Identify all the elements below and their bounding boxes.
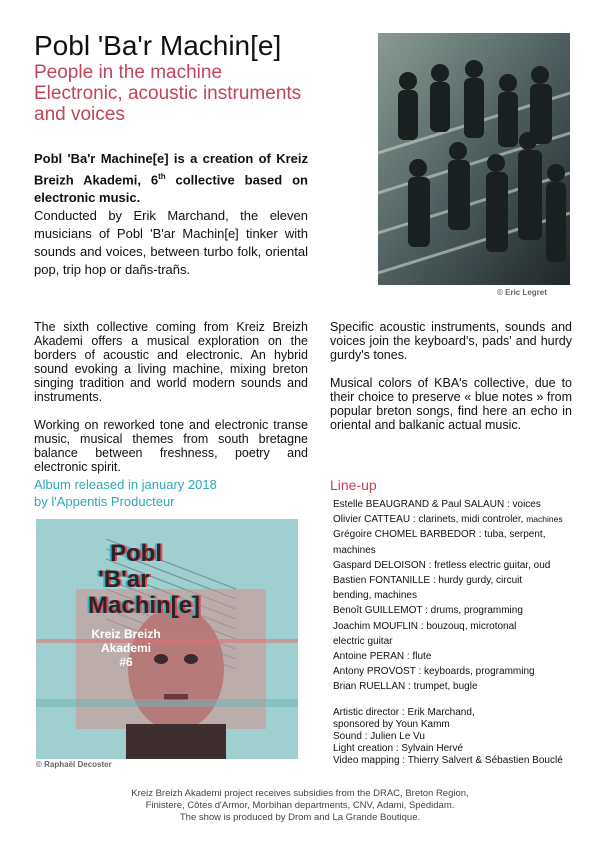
footer-line: Kreiz Breizh Akademi project receives subsidies from the DRAC, Breton Region, (131, 788, 469, 799)
footer-line: Finistere, Côtes d'Armor, Morbihan departments, CNV, Adami, Spedidam. (145, 800, 455, 811)
intro-bold (34, 150, 308, 207)
cover-subtitle-line: #6 (119, 655, 133, 669)
album-release-line: Album released in january 2018 (34, 477, 217, 492)
cover-title-line: Machin[e] (88, 592, 201, 619)
team-line: Sound : Julien Le Vu (333, 731, 425, 742)
team-line: Video mapping : Thierry Salvert & Sébastien Bouclé (333, 755, 563, 766)
paragraph: Working on reworked tone and electronic transe music, musical themes from south bretagne balance between freshness, poetry and electronic spirit. (34, 418, 308, 474)
lineup-item: Gaspard DELOISON : fretless electric guitar, oud (333, 559, 551, 571)
lineup-item: electric guitar (333, 635, 393, 647)
paragraph: Specific acoustic instruments, sounds and voices join the keyboard's, pads' and hurdy gurdy's tones. (330, 320, 572, 362)
album-cover-subtitle (76, 627, 176, 669)
album-credit: © Raphaël Decoster (36, 760, 112, 769)
lineup-item: machines (333, 544, 376, 556)
left-column (34, 320, 308, 488)
lineup-item: bending, machines (333, 590, 417, 602)
subtitle-line: and voices (34, 104, 125, 125)
album-release-line: by l'Appentis Producteur (34, 494, 175, 509)
cover-title-line: 'B'ar (98, 566, 150, 593)
lineup-item: Antony PROVOST : keyboards, programming (333, 666, 535, 678)
lineup-item: Antoine PERAN : flute (333, 651, 432, 663)
intro-paragraph (34, 150, 308, 279)
album-cover-title (88, 541, 200, 619)
paragraph: The sixth collective coming from Kreiz Breizh Akademi offers a musical exploration on the borders of acoustic and electronic. An hybrid sound evoking a living machine, mixing breton singing tradition and world modern sounds and instruments. (34, 320, 308, 404)
lineup-item: Benoît GUILLEMOT : drums, programming (333, 605, 523, 617)
subtitle-line: Electronic, acoustic instruments (34, 83, 302, 104)
subtitle (34, 62, 334, 125)
right-column (330, 320, 572, 446)
lineup-item: Bastien FONTANILLE : hurdy gurdy, circuit (333, 575, 523, 587)
intro-bold-tail: collective based on electronic music. (34, 172, 308, 206)
lineup-item-text: Olivier CATTEAU : clarinets, midi controler, (333, 514, 524, 526)
intro-body: Conducted by Erik Marchand, the eleven musicians of Pobl 'B'ar Machin[e] tinker with sounds and voices, between turbo folk, oriental pop, trip hop or dañs-trañs. (34, 208, 308, 278)
cover-subtitle-line: Kreiz Breizh (91, 627, 161, 641)
team-credits (333, 707, 578, 767)
page-title: Pobl 'Ba'r Machin[e] (34, 30, 282, 61)
lineup-item (333, 512, 573, 527)
band-photo-illustration (378, 33, 570, 285)
paragraph: Musical colors of KBA's collective, due to their choice to preserve « blue notes » from popular breton songs, find here an echo in oriental and balkanic actual music. (330, 376, 572, 432)
team-line: Light creation : Sylvain Hervé (333, 743, 464, 754)
cover-subtitle-line: Akademi (100, 641, 152, 655)
footer (60, 788, 540, 824)
cover-title-line: Pobl (110, 540, 162, 567)
lineup-item: Brian RUELLAN : trumpet, bugle (333, 681, 478, 693)
lineup-item: Estelle BEAUGRAND & Paul SALAUN : voices (333, 499, 541, 510)
lineup-item: Joachim MOUFLIN : bouzouq, microtonal (333, 620, 517, 632)
lineup-item: Grégoire CHOMEL BARBEDOR : tuba, serpent, (333, 529, 546, 541)
subtitle-line: People in the machine (34, 62, 223, 83)
photo-credit: © Eric Legret (497, 288, 547, 297)
intro-bold-sup: th (158, 172, 166, 181)
team-line: Artistic director : Erik Marchand, (333, 707, 475, 718)
album-release-info (34, 476, 217, 510)
album-cover (36, 519, 298, 759)
band-photo (378, 33, 570, 285)
lineup-title: Line-up (330, 477, 377, 493)
team-line: sponsored by Youn Kamm (333, 719, 450, 730)
lineup-list (333, 497, 573, 695)
footer-line: The show is produced by Drom and La Grande Boutique. (179, 812, 421, 823)
lineup-item-suffix: machines (526, 514, 563, 525)
intro-bold-text: Pobl 'Ba'r Machine[e] is a creation of Kreiz Breizh Akademi, 6 (34, 151, 308, 188)
